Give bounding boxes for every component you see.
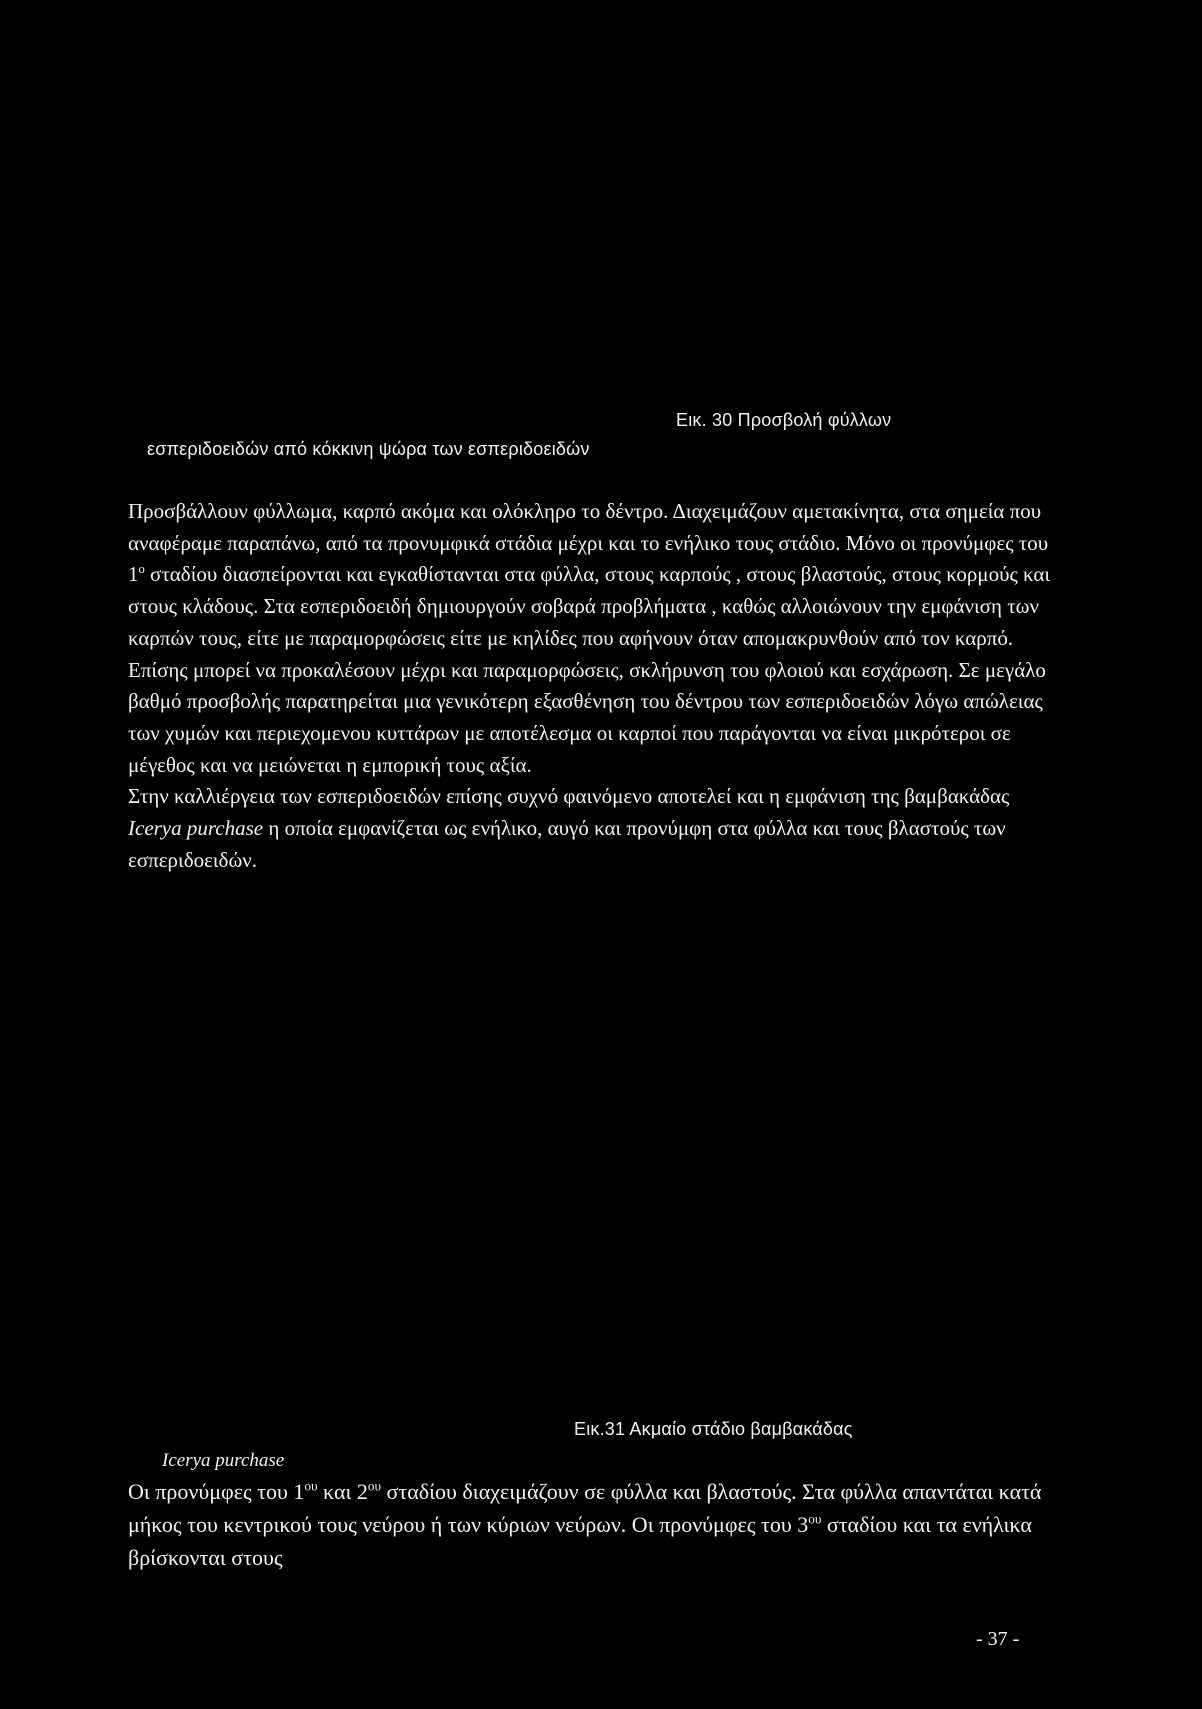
figure-31-caption-line1: Εικ.31 Ακμαίο στάδιο βαμβακάδας [574, 1419, 853, 1439]
ordinal-superscript: ου [304, 1478, 318, 1494]
body-text-block-2 [128, 1475, 1088, 1574]
paragraph-text: σταδίου διαχειμάζουν σε φύλλα και βλαστούς. Στα φύλλα απαντάται κατά μήκος του κεντρικού τους νεύρου ή των κύριων νεύρων. Οι προνύμφες του 3 [128, 1479, 1042, 1537]
ordinal-superscript: ου [367, 1478, 382, 1494]
ordinal-superscript: ο [138, 562, 145, 577]
species-name: Icerya purchase [128, 816, 264, 841]
figure-31-caption-line2: Icerya purchase [162, 1450, 285, 1471]
paragraph-text: σταδίου και τα ενήλικα βρίσκονται στους [128, 1512, 1032, 1570]
paragraph-text: σταδίου διασπείρονται και εγκαθίστανται στα φύλλα, στους καρπούς , στους βλαστούς, στους κορμούς και στους κλάδους. Στα εσπεριδοειδή δημιουργούν σοβαρά προβλήματα , καθώς αλλοιώνουν την εμφάνιση των καρπών τους, είτε με παραμορφώσεις είτε με κηλίδες που αφήνουν όταν απομακρυνθούν από τον καρπό. Επίσης μπορεί να προκαλέσουν μέχρι και παραμορφώσεις, σκλήρυνση του φλοιού και εσχάρωση. Σε μεγάλο βαθμό προσβολής παρατηρείται μια γενικότερη εξασθένηση του δέντρου των εσπεριδοειδών λόγω απώλειας των χυμών και περιεχομενου κυττάρων με αποτέλεσμα οι καρποί που παράγονται να είναι μικρότεροι σε μέγεθος και να μειώνεται η εμπορική τους αξία. [128, 562, 1051, 777]
paragraph-overwintering [128, 1475, 1088, 1574]
figure-30-caption-line1: Εικ. 30 Προσβολή φύλλων [676, 410, 892, 430]
paragraph-text: Στην καλλιέργεια των εσπεριδοειδών επίσης συχνό φαινόμενο αποτελεί και η εμφάνιση της βαμβακάδας [128, 784, 1010, 809]
paragraph-text: και 2 [317, 1479, 368, 1504]
body-text-block-1 [128, 496, 1068, 876]
page-number: - 37 - [976, 1628, 1020, 1650]
figure-30-caption-line2: εσπεριδοειδών από κόκκινη ψώρα των εσπεριδοειδών [147, 439, 590, 459]
paragraph-text: η οποία εμφανίζεται ως ενήλικο, αυγό και προνύμφη στα φύλλα και τους βλαστούς των εσπεριδοειδών. [128, 816, 1006, 872]
paragraph-icerya [128, 781, 1068, 876]
paragraph-text: Προσβάλλουν φύλλωμα, καρπό ακόμα και ολόκληρο το δέντρο. Διαχειμάζουν αμετακίνητα, στα σημεία που αναφέραμε παραπάνω, από τα προνυμφικά στάδια μέχρι και το ενήλικο τους στάδιο. Μόνο οι προνύμφες του 1 [128, 499, 1049, 587]
paragraph-text: Οι προνύμφες του 1 [128, 1479, 305, 1504]
ordinal-superscript: ου [808, 1511, 822, 1527]
paragraph-infestation [128, 496, 1068, 781]
